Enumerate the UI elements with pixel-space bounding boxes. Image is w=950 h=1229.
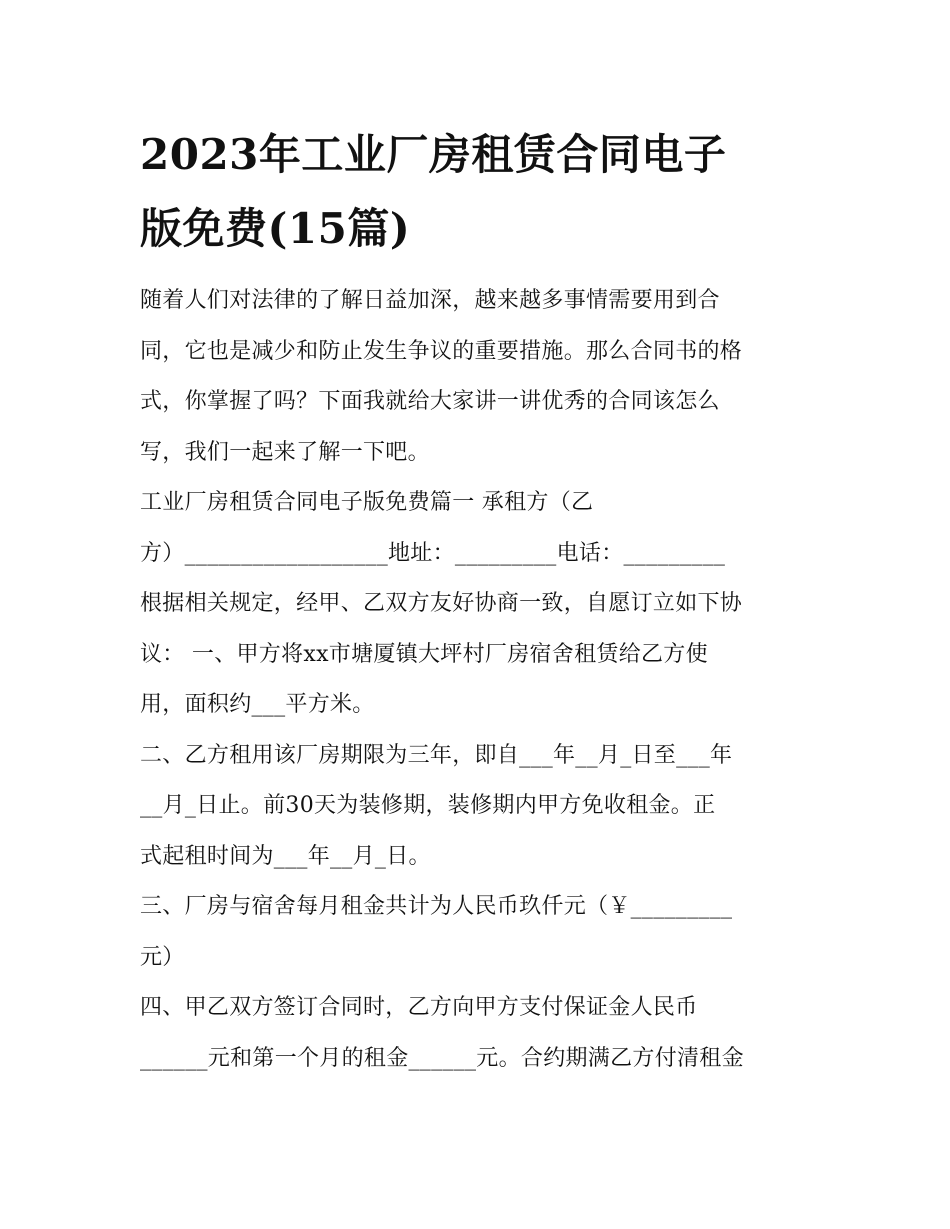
contract-parties-paragraph <box>140 478 812 731</box>
text-line: ______元和第一个月的租金______元。合约期满乙方付清租金 <box>140 1045 744 1071</box>
text-line: 根据相关规定，经甲、乙双方友好协商一致，自愿订立如下协 <box>140 591 743 616</box>
title-line-2: 版免费(15篇) <box>140 204 411 253</box>
text-line: 四、甲乙双方签订合同时，乙方向甲方支付保证金人民币 <box>140 995 698 1020</box>
text-line: 用，面积约___平方米。 <box>140 692 375 717</box>
text-line: 三、厂房与宿舍每月租金共计为人民币玖仟元（￥_________ <box>140 894 733 919</box>
document-content <box>140 118 812 1084</box>
text-line: __月_日止。前30天为装修期，装修期内甲方免收租金。正 <box>140 793 716 818</box>
text-line: 式，你掌握了吗？下面我就给大家讲一讲优秀的合同该怎么 <box>140 389 720 414</box>
document-title <box>140 118 812 266</box>
text-line: 议： 一、甲方将xx市塘厦镇大坪村厂房宿舍租赁给乙方使 <box>140 641 708 667</box>
clause-2-paragraph <box>140 731 812 883</box>
clause-4-paragraph <box>140 983 812 1084</box>
text-line: 写，我们一起来了解一下吧。 <box>140 439 430 465</box>
text-line: 式起租时间为___年__月_日。 <box>140 843 431 869</box>
clause-3-paragraph <box>140 882 812 983</box>
intro-paragraph <box>140 276 812 478</box>
text-line: 工业厂房租赁合同电子版免费篇一 承租方（乙 <box>140 490 594 515</box>
text-line: 元） <box>140 944 185 970</box>
document-body <box>140 276 812 1084</box>
text-line: 同，它也是减少和防止发生争议的重要措施。那么合同书的格 <box>140 338 743 364</box>
text-line: 二、乙方租用该厂房期限为三年，即自___年__月_日至___年 <box>140 742 733 768</box>
title-line-1: 2023年工业厂房租赁合同电子 <box>140 130 727 179</box>
text-line: 方）__________________地址：_________电话：_________ <box>140 540 726 566</box>
text-line: 随着人们对法律的了解日益加深，越来越多事情需要用到合 <box>140 288 720 313</box>
